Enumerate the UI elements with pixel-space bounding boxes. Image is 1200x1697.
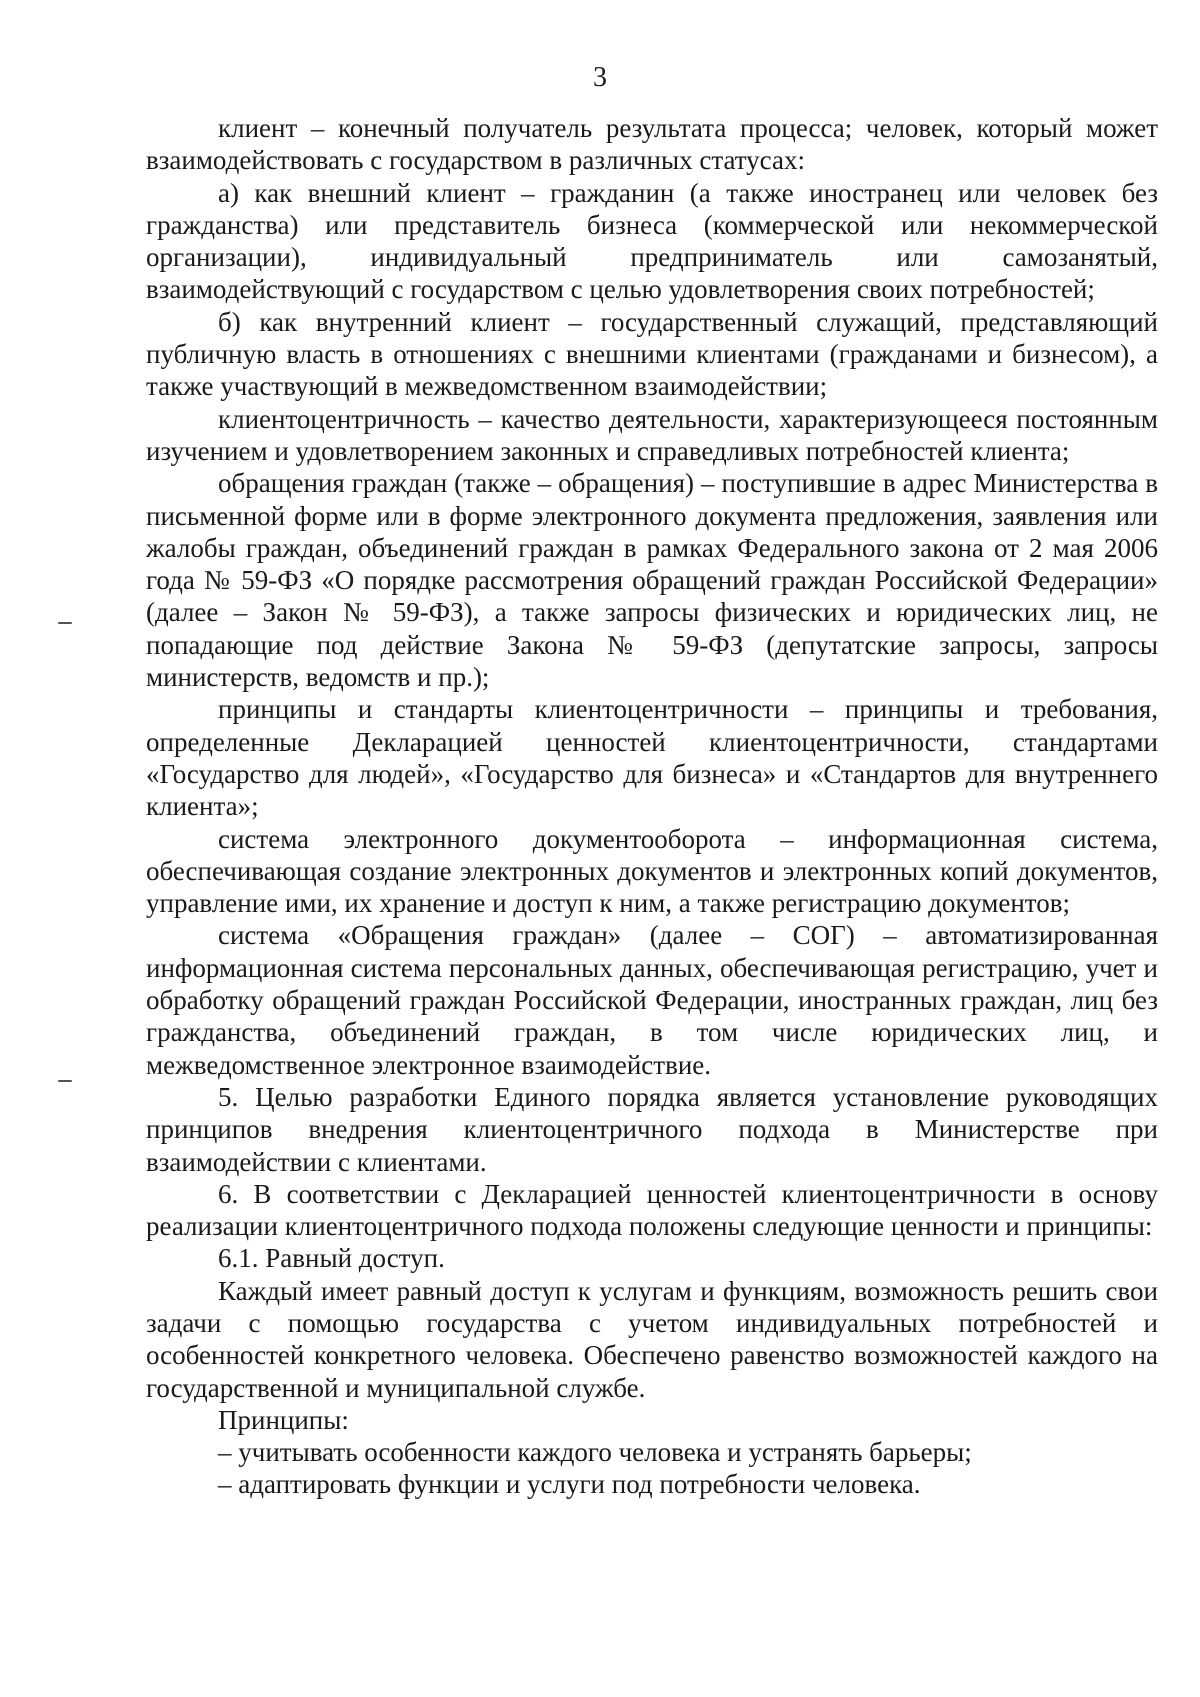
paragraph-item-5: 5. Целью разработки Единого порядка является установление руководящих принципов внедрения клиентоцентричного подхода в Министерстве при взаимодействии с клиентами.: [146, 1081, 1158, 1177]
paragraph-citizen-appeals: обращения граждан (также – обращения) – поступившие в адрес Министерства в письменной форме или в форме электронного документа предложения, заявления или жалобы граждан, объединений граждан в рамках Федерального закона от 2 мая 2006 года № 59-ФЗ «О порядке рассмотрения обращений граждан Российской Федерации» (далее – Закон № 59-ФЗ), а также запросы физических и юридических лиц, не попадающие под действие Закона № 59-ФЗ (депутатские запросы, запросы министерств, ведомств и пр.);: [146, 468, 1158, 693]
paragraph-client-centricity: клиентоцентричность – качество деятельности, характеризующееся постоянным изучением и удовлетворением законных и справедливых потребностей клиента;: [146, 403, 1158, 466]
paragraph-edms: система электронного документооборота – информационная система, обеспечивающая создание электронных документов и электронных копий документов, управление ими, их хранение и доступ к ним, а также регистрацию документов;: [146, 823, 1158, 919]
paragraph-principles-standards: принципы и стандарты клиентоцентричности – принципы и требования, определенные Декларацией ценностей клиентоцентричности, стандартами «Государство для людей», «Государство для бизнеса» и «Стандартов для внутреннего клиента»;: [146, 694, 1158, 822]
paragraph-sog-system: система «Обращения граждан» (далее – СОГ) – автоматизированная информационная система персональных данных, обеспечивающая регистрацию, учет и обработку обращений граждан Российской Федерации, иностранных граждан, лиц без гражданства, объединений граждан, в том числе юридических лиц, и межведомственное электронное взаимодействие.: [146, 920, 1158, 1080]
scan-mark: [58, 1080, 72, 1082]
list-item-principle-2: – адаптировать функции и услуги под потребности человека.: [218, 1469, 921, 1500]
paragraph-item-6: 6. В соответствии с Декларацией ценностей клиентоцентричности в основу реализации клиентоцентричного подхода положены следующие ценности и принципы:: [146, 1178, 1158, 1242]
paragraph-equal-access: Каждый имеет равный доступ к услугам и функциям, возможность решить свои задачи с помощью государства с учетом индивидуальных потребностей и особенностей конкретного человека. Обеспечено равенство возможностей каждого на государственной и муниципальной службе.: [146, 1275, 1158, 1403]
scan-mark: [58, 622, 72, 624]
document-body: [146, 112, 1158, 1501]
paragraph-external-client: а) как внешний клиент – гражданин (а также иностранец или человек без гражданства) или представитель бизнеса (коммерческой или некоммерческой организации), индивидуальный предприниматель или самозанятый, взаимодействующий с государством с целью удовлетворения своих потребностей;: [146, 177, 1158, 305]
paragraph-principles-heading: Принципы:: [218, 1404, 349, 1435]
paragraph-internal-client: б) как внутренний клиент – государственный служащий, представляющий публичную власть в отношениях с внешними клиентами (гражданами и бизнесом), а также участвующий в межведомственном взаимодействии;: [146, 306, 1158, 402]
list-item-principle-1: – учитывать особенности каждого человека и устранять барьеры;: [218, 1437, 972, 1468]
page-number: 3: [593, 62, 607, 93]
paragraph-client-definition: клиент – конечный получатель результата процесса; человек, который может взаимодействовать с государством в различных статусах:: [146, 113, 1158, 176]
paragraph-item-6-1: 6.1. Равный доступ.: [218, 1243, 445, 1274]
